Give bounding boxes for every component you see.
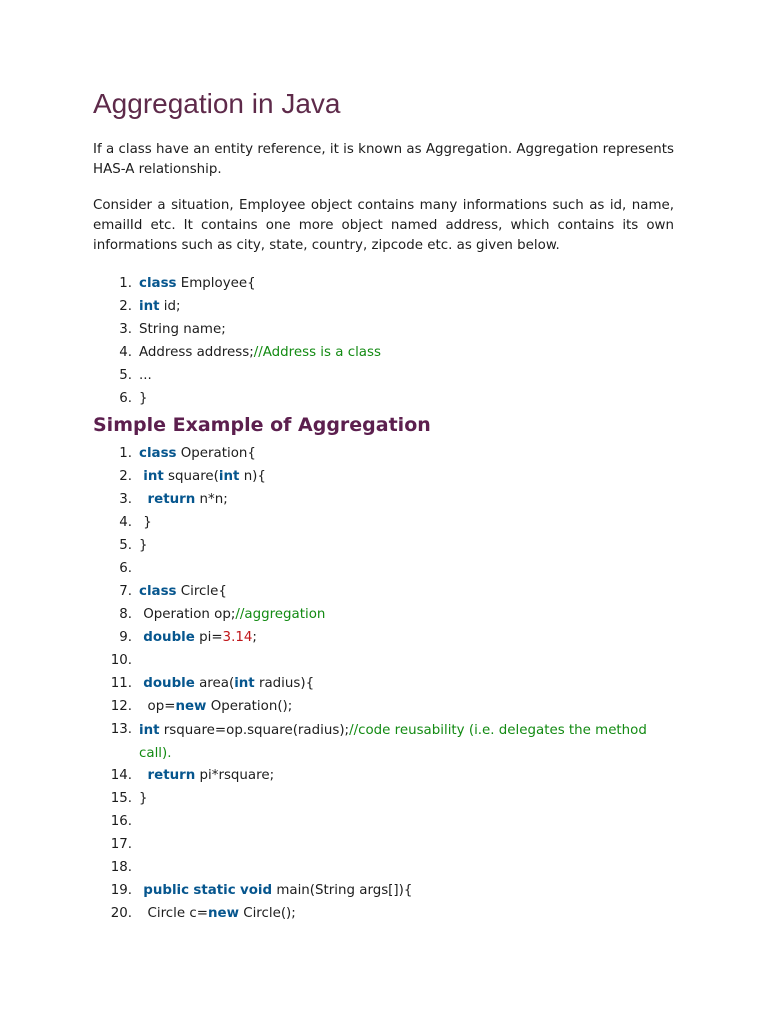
code-token: n){ (239, 469, 266, 484)
code-token (139, 492, 148, 507)
code-line (0, 513, 768, 536)
code-comment: //Address is a class (253, 345, 381, 360)
code-line (0, 366, 768, 389)
line-number: 8. (119, 607, 132, 622)
page-title: Aggregation in Java (93, 88, 341, 119)
code-keyword: public (143, 883, 190, 898)
line-number: 12. (110, 699, 132, 714)
code-text (139, 274, 256, 294)
code-line (0, 904, 768, 927)
situation-paragraph: Consider a situation, Employee object contains many informations such as id, name, emailId etc. It contains one more object named address, which contains its own informations such as city, state, country, zipcode etc. as given below. (93, 198, 674, 253)
code-token: String name; (139, 322, 226, 337)
code-text (139, 789, 148, 809)
line-number: 4. (119, 345, 132, 360)
line-number: 4. (119, 515, 132, 530)
code-text (139, 513, 152, 533)
code-token (139, 768, 148, 783)
line-number: 2. (119, 299, 132, 314)
code-token: Operation{ (176, 446, 256, 461)
line-number: 5. (119, 538, 132, 553)
code-line (0, 697, 768, 720)
code-keyword: class (139, 446, 177, 461)
code-token: op= (139, 699, 176, 714)
code-token: square( (163, 469, 219, 484)
code-text (139, 444, 256, 464)
code-text (139, 343, 381, 363)
code-keyword: new (207, 906, 239, 921)
code-token: radius){ (254, 676, 315, 691)
code-comment: //aggregation (235, 607, 326, 622)
code-line (0, 651, 768, 674)
code-text (139, 628, 257, 648)
code-comment: //code reusability (i.e. delegates the method call). (139, 723, 647, 761)
line-number: 14. (110, 768, 132, 783)
code-line (0, 536, 768, 559)
line-number: 6. (119, 561, 132, 576)
code-line (0, 582, 768, 605)
code-line (0, 320, 768, 343)
code-keyword: int (218, 469, 240, 484)
line-number: 17. (110, 837, 132, 852)
code-line (0, 881, 768, 904)
code-token: Employee{ (176, 276, 256, 291)
code-line (0, 467, 768, 490)
code-line (0, 858, 768, 881)
line-number: 5. (119, 368, 132, 383)
line-number: 9. (119, 630, 132, 645)
code-token: Circle{ (176, 584, 227, 599)
line-number: 7. (119, 584, 132, 599)
code-line (0, 720, 768, 766)
code-token: n*n; (195, 492, 228, 507)
line-number: 15. (110, 791, 132, 806)
code-text (139, 766, 274, 786)
line-number: 18. (110, 860, 132, 875)
line-number: 1. (119, 276, 132, 291)
code-line (0, 835, 768, 858)
code-line (0, 274, 768, 297)
code-line (0, 559, 768, 582)
code-token: id; (159, 299, 181, 314)
code-text (139, 674, 314, 694)
code-line (0, 605, 768, 628)
code-listing-employee (0, 274, 768, 412)
code-text (139, 320, 226, 340)
code-text (139, 467, 266, 487)
code-text (139, 881, 412, 901)
code-keyword: int (139, 723, 160, 738)
code-line (0, 812, 768, 835)
code-text (139, 605, 325, 625)
code-text (139, 719, 672, 765)
code-token: Address address; (139, 345, 254, 360)
code-text (139, 297, 181, 317)
code-number: 3.14 (222, 630, 253, 645)
code-keyword: double (143, 676, 195, 691)
code-token: Operation op; (139, 607, 236, 622)
code-text (139, 490, 228, 510)
code-keyword: int (234, 676, 255, 691)
code-listing-circle (0, 444, 768, 927)
code-line (0, 444, 768, 467)
code-keyword: double (143, 630, 195, 645)
code-line (0, 789, 768, 812)
line-number: 13. (110, 722, 132, 737)
code-text (139, 697, 292, 717)
code-token: pi= (194, 630, 223, 645)
code-token: } (139, 538, 148, 553)
code-keyword: return (147, 492, 196, 507)
code-token: Circle(); (238, 906, 296, 921)
code-line (0, 389, 768, 412)
code-text (139, 366, 152, 386)
code-line (0, 628, 768, 651)
code-token: main(String args[]){ (272, 883, 413, 898)
code-keyword: int (143, 469, 164, 484)
line-number: 3. (119, 322, 132, 337)
line-number: 19. (110, 883, 132, 898)
code-keyword: class (139, 584, 177, 599)
code-text (139, 536, 148, 556)
code-keyword: new (175, 699, 207, 714)
code-token: area( (194, 676, 235, 691)
code-keyword: void (239, 883, 273, 898)
code-line (0, 490, 768, 513)
line-number: 16. (110, 814, 132, 829)
code-token: } (139, 791, 148, 806)
code-token: } (139, 515, 152, 530)
code-token: rsquare=op.square(radius); (159, 723, 350, 738)
code-line (0, 766, 768, 789)
line-number: 10. (110, 653, 132, 668)
code-text (139, 582, 227, 602)
code-text (139, 389, 148, 409)
code-token: Operation(); (206, 699, 293, 714)
code-line (0, 343, 768, 366)
line-number: 11. (110, 676, 132, 691)
code-token: ; (252, 630, 257, 645)
code-token: pi*rsquare; (195, 768, 275, 783)
code-keyword: class (139, 276, 177, 291)
line-number: 20. (110, 906, 132, 921)
code-keyword: static (193, 883, 236, 898)
line-number: 6. (119, 391, 132, 406)
code-token: } (139, 391, 148, 406)
code-line (0, 297, 768, 320)
line-number: 2. (119, 469, 132, 484)
code-keyword: return (147, 768, 196, 783)
line-number: 3. (119, 492, 132, 507)
code-text (139, 904, 296, 924)
line-number: 1. (119, 446, 132, 461)
code-token: Circle c= (139, 906, 208, 921)
code-keyword: int (139, 299, 160, 314)
code-token: ... (139, 368, 152, 383)
code-line (0, 674, 768, 697)
intro-paragraph: If a class have an entity reference, it is known as Aggregation. Aggregation represents HAS-A relationship. (93, 142, 674, 177)
section-heading: Simple Example of Aggregation (93, 414, 431, 436)
